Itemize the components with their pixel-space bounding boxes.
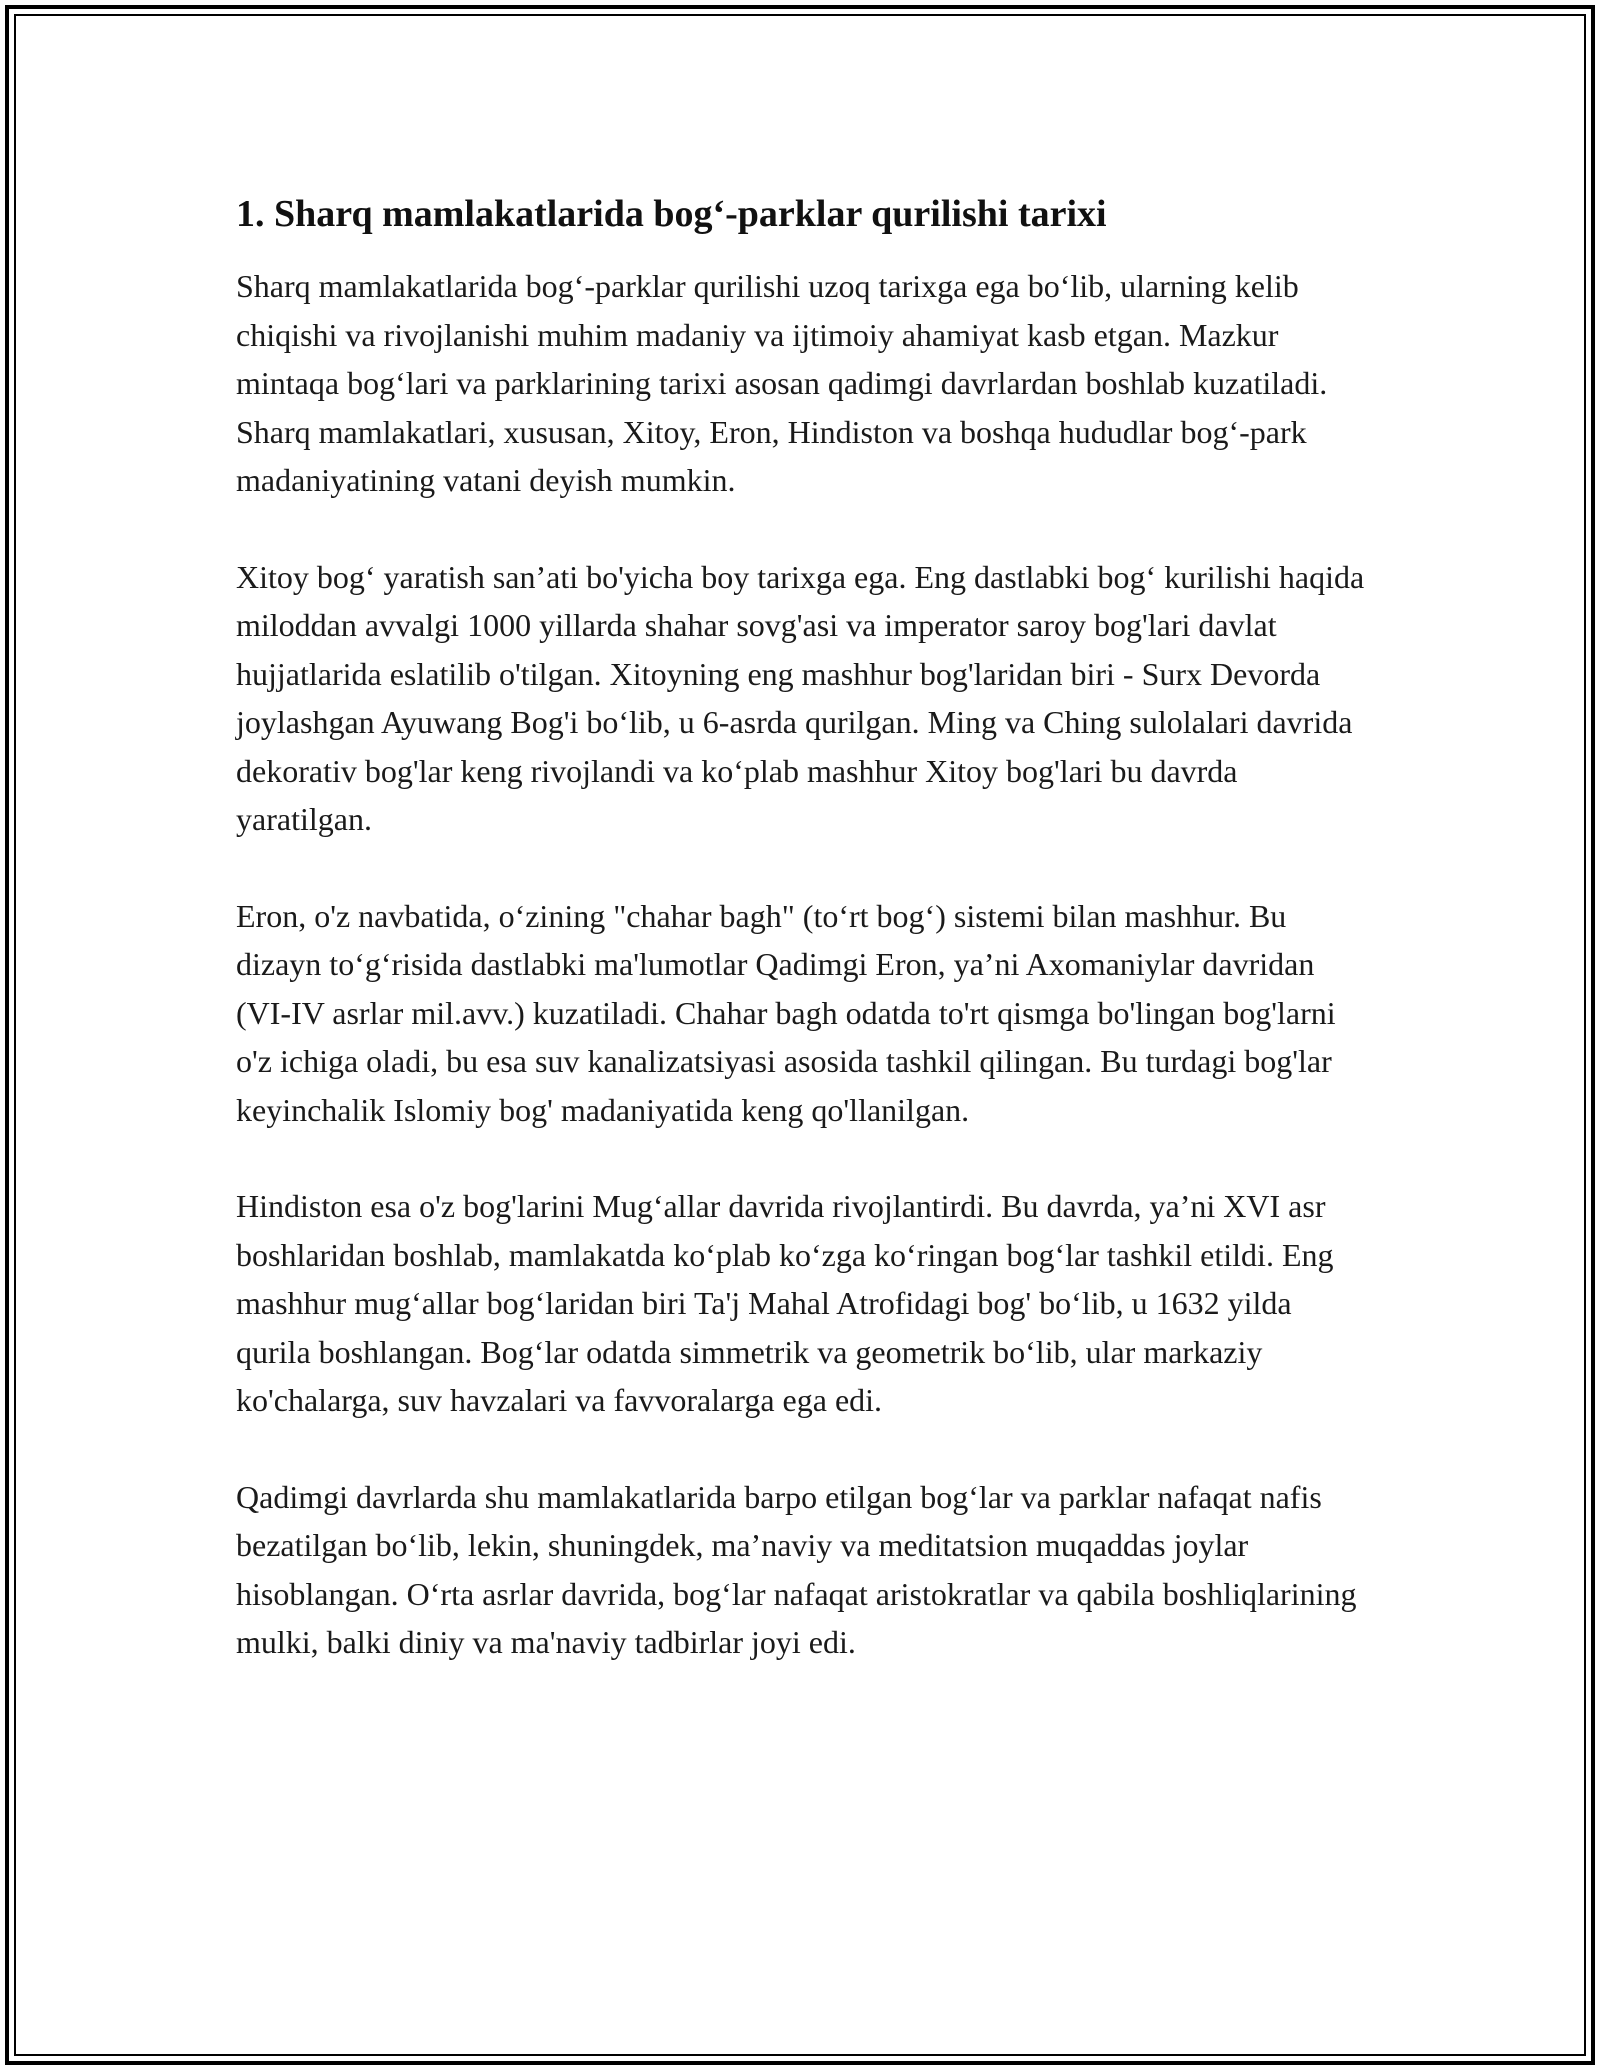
paragraph-india: Hindiston esa o'z bog'larini Mug‘allar davrida rivojlantirdi. Bu davrda, ya’ni XVI asr boshlaridan boshlab, mamlakatda ko‘plab ko‘zga ko‘ringan bog‘lar tashkil etildi. Eng mashhur mug‘allar bog‘laridan biri Ta'j Mahal Atrofidagi bog' bo‘lib, u 1632 yilda qurila boshlangan. Bog‘lar odatda simmetrik va geometrik bo‘lib, ular markaziy ko'chalarga, suv havzalari va favvoralarga ega edi. [236, 1188, 1334, 1418]
paragraph-conclusion: Qadimgi davrlarda shu mamlakatlarida barpo etilgan bog‘lar va parklar nafaqat nafis bezatilgan bo‘lib, lekin, shuningdek, ma’naviy va meditatsion muqaddas joylar hisoblangan. O‘rta asrlar davrida, bog‘lar nafaqat aristokratlar va qabila boshliqlarining mulki, balki diniy va ma'naviy tadbirlar joyi edi. [236, 1478, 1357, 1660]
paragraph-iran: Eron, o'z navbatida, o‘zining "chahar bagh" (to‘rt bog‘) sistemi bilan mashhur. Bu dizayn to‘g‘risida dastlabki ma'lumotlar Qadimgi Eron, ya’ni Axomaniylar davridan (VI-IV asrlar mil.avv.) kuzatiladi. Chahar bagh odatda to'rt qismga bo'lingan bog'larni o'z ichiga oladi, bu esa suv kanalizatsiyasi asosida tashkil qilingan. Bu turdagi bog'lar keyinchalik Islomiy bog' madaniyatida keng qo'llanilgan. [236, 897, 1336, 1128]
section-heading: 1. Sharq mamlakatlarida bog‘-parklar qurilishi tarixi [236, 193, 1107, 235]
document-body [236, 188, 1366, 1715]
paragraph-china: Xitoy bog‘ yaratish san’ati bo'yicha boy tarixga ega. Eng dastlabki bog‘ kurilishi haqida miloddan avvalgi 1000 yillarda shahar sovg'asi va imperator saroy bog'lari davlat hujjatlarida eslatilib o'tilgan. Xitoyning eng mashhur bog'laridan biri - Surx Devorda joylashgan Ayuwang Bog'i bo‘lib, u 6-asrda qurilgan. Ming va Ching sulolalari davrida dekorativ bog'lar keng rivojlandi va ko‘plab mashhur Xitoy bog'lari bu davrda yaratilgan. [236, 558, 1365, 837]
paragraph-intro: Sharq mamlakatlarida bog‘-parklar qurilishi uzoq tarixga ega bo‘lib, ularning kelib chiqishi va rivojlanishi muhim madaniy va ijtimoiy ahamiyat kasb etgan. Mazkur mintaqa bog‘lari va parklarining tarixi asosan qadimgi davrlardan boshlab kuzatiladi. Sharq mamlakatlari, xususan, Xitoy, Eron, Hindiston va boshqa hududlar bog‘-park madaniyatining vatani deyish mumkin. [236, 268, 1328, 498]
